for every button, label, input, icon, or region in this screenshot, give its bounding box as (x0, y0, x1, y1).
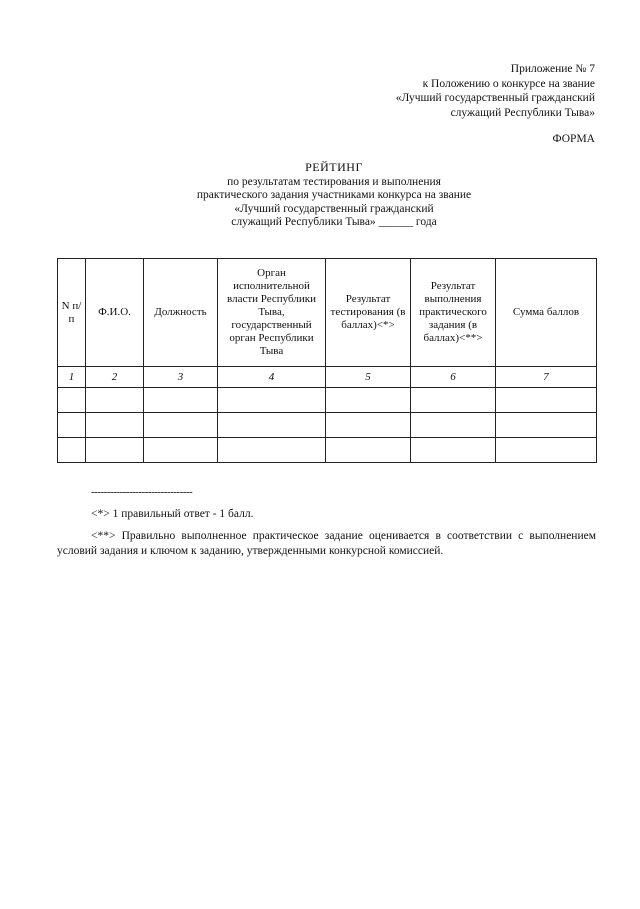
table-cell (144, 438, 218, 463)
table-cell (326, 413, 411, 438)
table-cell (496, 413, 597, 438)
title-line-3: «Лучший государственный гражданский (234, 202, 434, 215)
table-header-row (58, 259, 597, 367)
header-organization: Орган исполнительной власти Республики Тыва, государственный орган Республики Тыва (218, 259, 326, 367)
appendix-line-2: к Положению о конкурсе на звание (422, 77, 595, 90)
table-cell (218, 388, 326, 413)
header-total-score: Сумма баллов (496, 259, 597, 367)
table-cell (86, 413, 144, 438)
footnote-2: <**> Правильно выполненное практическое задание оценивается в соответствии с выполнением условий задания и ключом к заданию, утвержденными конкурсной комиссией. (57, 530, 596, 557)
table-cell (86, 388, 144, 413)
table-cell (496, 438, 597, 463)
table-cell (86, 438, 144, 463)
column-number: 5 (326, 367, 411, 388)
title-line-1: по результатам тестирования и выполнения (227, 175, 441, 188)
table-row (58, 388, 597, 413)
table-cell (218, 413, 326, 438)
column-number: 3 (144, 367, 218, 388)
header-practical-result: Результат выполнения практического задания (в баллах)<**> (411, 259, 496, 367)
table-cell (326, 438, 411, 463)
rating-table (57, 258, 597, 463)
form-label: ФОРМА (552, 133, 595, 145)
table-row (58, 438, 597, 463)
footnote-1: <*> 1 правильный ответ - 1 балл. (91, 508, 254, 520)
table-cell (218, 438, 326, 463)
header-position: Должность (144, 259, 218, 367)
table-cell (411, 388, 496, 413)
header-test-result: Результат тестирования (в баллах)<*> (326, 259, 411, 367)
column-number: 1 (58, 367, 86, 388)
title-heading: РЕЙТИНГ (305, 160, 363, 174)
table-cell (411, 438, 496, 463)
column-number: 7 (496, 367, 597, 388)
column-number: 2 (86, 367, 144, 388)
title-line-2: практического задания участниками конкурса на звание (196, 189, 472, 201)
footnote-divider: -------------------------------- (91, 486, 193, 498)
table-row (58, 413, 597, 438)
appendix-line-1: Приложение № 7 (510, 63, 595, 75)
table-cell (326, 388, 411, 413)
column-number: 4 (218, 367, 326, 388)
title-line-4: служащий Республики Тыва» ______ года (231, 216, 437, 228)
column-number-row (58, 367, 597, 388)
table-cell (144, 413, 218, 438)
header-fio: Ф.И.О. (86, 259, 144, 367)
table-cell (144, 388, 218, 413)
appendix-line-4: служащий Республики Тыва» (450, 106, 595, 119)
document-title (100, 161, 568, 230)
table-cell (496, 388, 597, 413)
column-number: 6 (411, 367, 496, 388)
header-number: N п/п (58, 259, 86, 367)
table-cell (411, 413, 496, 438)
table-cell (58, 438, 86, 463)
appendix-block (396, 62, 595, 120)
appendix-line-3: «Лучший государственный гражданский (395, 92, 595, 104)
table-cell (58, 388, 86, 413)
table-cell (58, 413, 86, 438)
